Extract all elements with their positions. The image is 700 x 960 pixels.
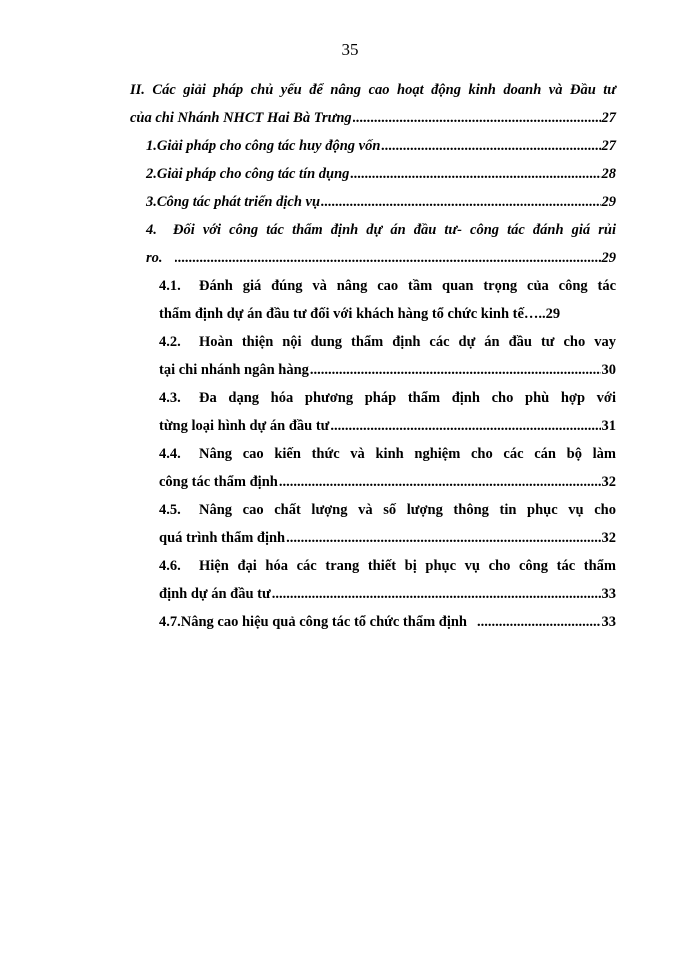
toc-page: 32	[601, 474, 616, 490]
toc-page: 33	[601, 614, 616, 630]
toc-subitem-title-line1: Hiện đại hóa các trang thiết bị phục vụ cho công tác thẩm	[199, 558, 616, 574]
toc-item-number: 3.	[146, 194, 157, 210]
toc-subitem[interactable]	[159, 500, 616, 520]
toc-item-title-line1: Đối với công tác thẩm định dự án đầu tư- công tác đánh giá rủi	[173, 222, 616, 238]
toc-subitem-title-line1: Nâng cao kiến thức và kinh nghiệm cho các cán bộ làm	[199, 446, 616, 462]
toc-item-title: Giải pháp cho công tác huy động vốn	[156, 138, 381, 154]
toc-page: 29	[601, 250, 616, 266]
toc-page: 31	[601, 418, 616, 434]
toc-page: 27	[601, 138, 616, 154]
toc-subitem-title-line1: Đa dạng hóa phương pháp thẩm định cho phù hợp với	[199, 390, 616, 406]
toc-page: 27	[601, 110, 616, 126]
toc-subitem-continuation[interactable]	[159, 528, 616, 548]
toc-item-number: 1.	[146, 138, 157, 154]
toc-item[interactable]	[146, 164, 616, 184]
toc-item-title-line2: ro.	[146, 250, 163, 266]
toc-leader	[272, 584, 601, 604]
toc-subitem-continuation[interactable]	[159, 472, 616, 492]
toc-page: 33	[601, 586, 616, 602]
toc-subitem[interactable]	[159, 556, 616, 576]
toc-subitem-title-line1: Nâng cao hiệu quả công tác tổ chức thẩm định	[180, 614, 467, 630]
toc-item-number: 2.	[146, 166, 157, 182]
toc-subitem-continuation[interactable]	[159, 304, 616, 324]
toc-leader	[279, 472, 601, 492]
toc-subitem-title-line1: Nâng cao chất lượng và số lượng thông tin phục vụ cho	[199, 502, 616, 518]
toc-item-title: Giải pháp cho công tác tín dụng	[156, 166, 350, 182]
toc-leader	[330, 416, 600, 436]
toc-subitem-number: 4.2.	[159, 334, 181, 350]
toc-leader	[310, 360, 601, 380]
toc-page: 30	[601, 362, 616, 378]
toc-item-title: Công tác phát triển dịch vụ	[156, 194, 321, 210]
toc-item-continuation[interactable]	[146, 248, 616, 268]
toc-subitem-title-line2: tại chi nhánh ngân hàng	[159, 362, 309, 378]
toc-leader	[381, 136, 600, 156]
toc-subitem-continuation[interactable]	[159, 360, 616, 380]
toc-item[interactable]	[146, 136, 616, 156]
toc-leader	[175, 248, 601, 268]
toc-subitem-title-line1: Đánh giá đúng và nâng cao tầm quan trọng của công tác	[199, 278, 616, 294]
toc-page: 29	[545, 306, 561, 322]
toc-section-title-line2[interactable]	[130, 108, 616, 128]
toc-item[interactable]	[146, 220, 616, 240]
toc-subitem-number: 4.6.	[159, 558, 181, 574]
toc-subitem-number: 4.7.	[159, 614, 181, 630]
toc-subitem-title-line2: công tác thẩm định	[159, 474, 278, 490]
toc-subitem-title-line2: thẩm định dự án đầu tư đối với khách hàng tổ chức kinh tế…..	[159, 306, 546, 322]
toc-subitem-number: 4.1.	[159, 278, 181, 294]
toc-subitem-number: 4.5.	[159, 502, 181, 518]
page-number: 35	[341, 40, 359, 59]
toc-subitem-number: 4.3.	[159, 390, 181, 406]
toc-subitem-title-line2: từng loại hình dự án đầu tư	[159, 418, 330, 434]
toc-subitem-continuation[interactable]	[159, 416, 616, 436]
toc-section-title-line1[interactable]: II. Các giải pháp chủ yếu để nâng cao hoạt động kinh doanh và Đầu tư	[130, 82, 616, 98]
toc-page: 32	[601, 530, 616, 546]
toc-section-title-text: của chi Nhánh NHCT Hai Bà Trưng	[130, 110, 352, 126]
toc-page: 28	[601, 166, 616, 182]
toc-subitem-continuation[interactable]	[159, 584, 616, 604]
toc-subitem[interactable]	[159, 332, 616, 352]
toc-item[interactable]	[146, 192, 616, 212]
toc-subitem-title-line1: Hoàn thiện nội dung thẩm định các dự án đầu tư cho vay	[199, 334, 616, 350]
toc-leader	[353, 108, 601, 128]
toc-subitem-number: 4.4.	[159, 446, 181, 462]
toc-item-number: 4.	[146, 222, 157, 238]
toc-leader	[286, 528, 600, 548]
toc-subitem[interactable]	[159, 388, 616, 408]
toc-leader	[321, 192, 600, 212]
toc-leader	[350, 164, 600, 184]
toc-subitem-title-line2: quá trình thẩm định	[159, 530, 286, 546]
toc-subitem[interactable]	[159, 276, 616, 296]
toc-subitem[interactable]	[159, 612, 616, 632]
toc-subitem[interactable]	[159, 444, 616, 464]
toc-leader	[477, 612, 601, 632]
toc-subitem-title-line2: định dự án đầu tư	[159, 586, 271, 602]
toc-page: 29	[601, 194, 616, 210]
